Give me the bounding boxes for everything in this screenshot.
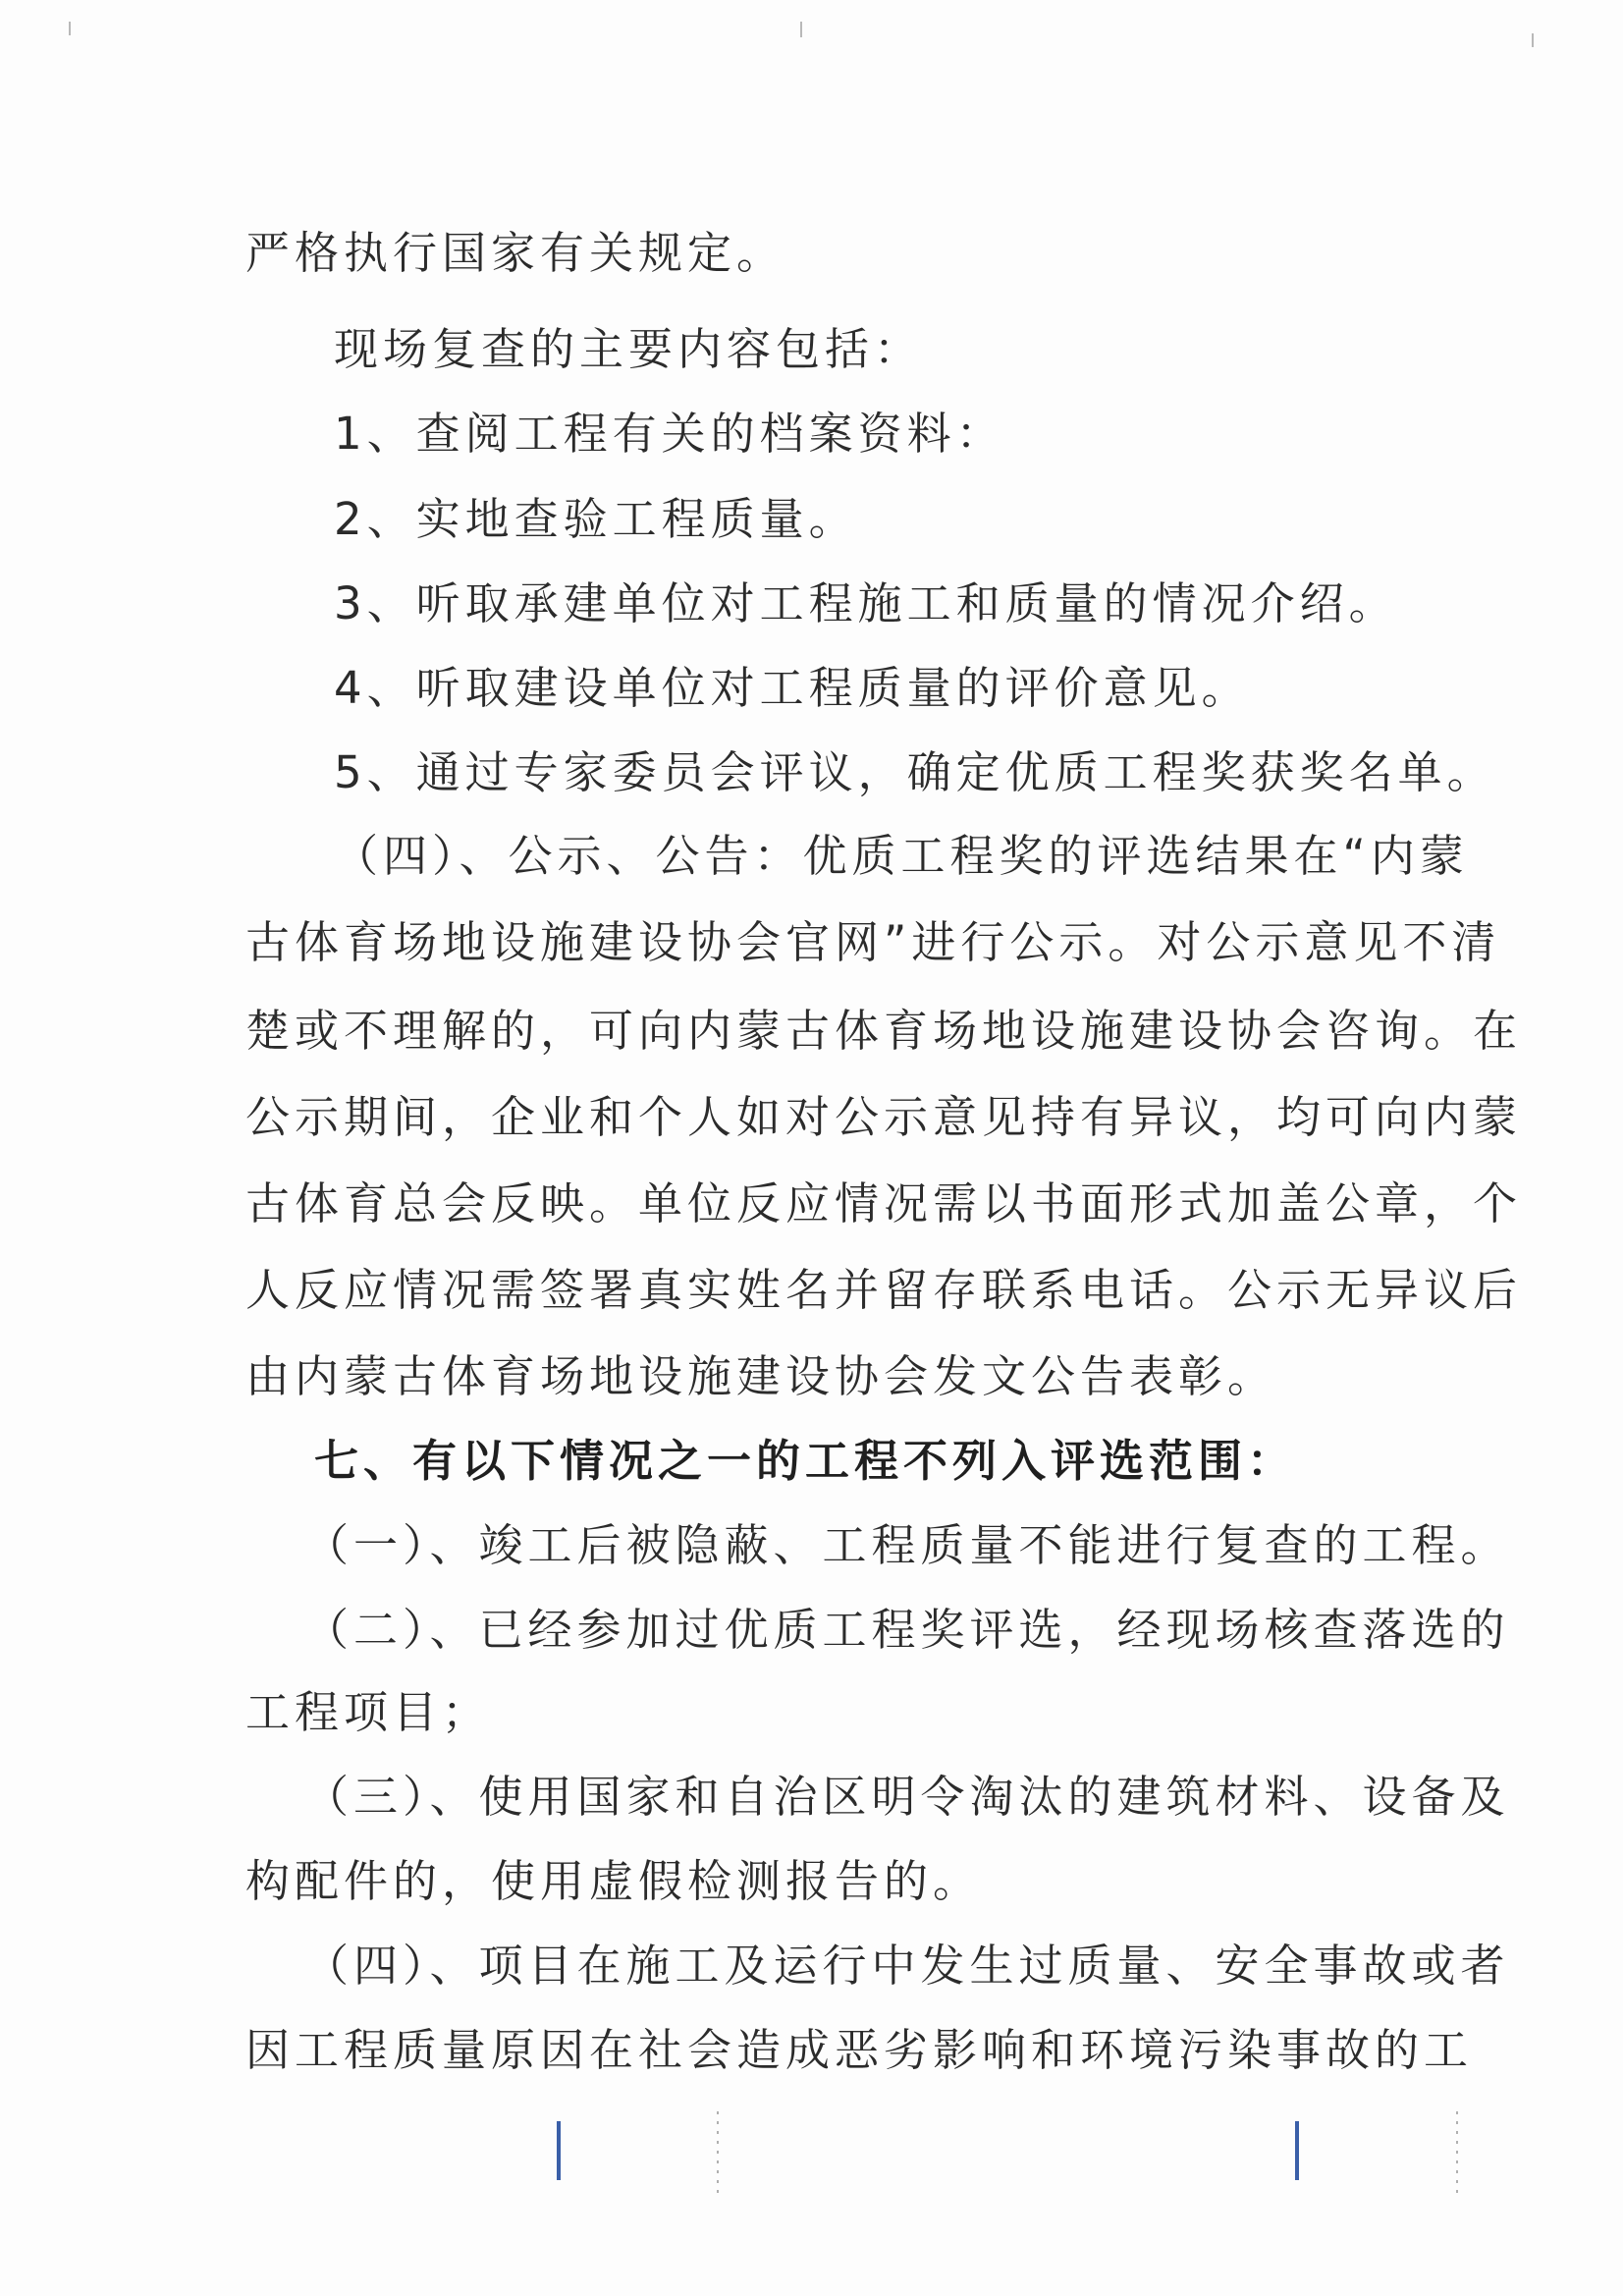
text-line-10: 楚或不理解的，可向内蒙古体育场地设施建设协会咨询。在 xyxy=(245,1005,1523,1057)
text-line-12: 古体育总会反映。单位反应情况需以书面形式加盖公章，个 xyxy=(245,1177,1523,1230)
text-line-20: 构配件的，使用虚假检测报告的。 xyxy=(245,1855,983,1907)
binding-mark-right xyxy=(1295,2121,1299,2180)
text-line-2: 现场复查的主要内容包括： xyxy=(334,323,924,375)
scan-dots-left xyxy=(717,2111,719,2200)
text-line-7: 5、通过专家委员会评议，确定优质工程奖获奖名单。 xyxy=(334,746,1496,798)
text-line-5: 3、听取承建单位对工程施工和质量的情况介绍。 xyxy=(334,577,1398,629)
scan-dots-right xyxy=(1456,2111,1458,2200)
text-line-8: （四）、公示、公告：优质工程奖的评选结果在“内蒙 xyxy=(334,830,1469,882)
section-heading-seven: 七、有以下情况之一的工程不列入评选范围： xyxy=(314,1435,1297,1487)
binding-mark-left xyxy=(557,2121,561,2180)
text-line-21: （四）、项目在施工及运行中发生过质量、安全事故或者 xyxy=(304,1940,1510,1992)
text-line-1: 严格执行国家有关规定。 xyxy=(245,227,786,279)
text-line-18: 工程项目； xyxy=(245,1686,492,1738)
text-line-22: 因工程质量原因在社会造成恶劣影响和环境污染事故的工 xyxy=(245,2024,1474,2076)
text-line-14: 由内蒙古体育场地设施建设协会发文公告表彰。 xyxy=(245,1350,1277,1402)
text-line-3: 1、查阅工程有关的档案资料： xyxy=(334,408,1005,460)
text-line-11: 公示期间，企业和个人如对公示意见持有异议，均可向内蒙 xyxy=(245,1091,1523,1143)
scan-mark-top-right xyxy=(1532,33,1534,47)
text-line-16: （一）、竣工后被隐蔽、工程质量不能进行复查的工程。 xyxy=(304,1519,1510,1571)
text-line-17: （二）、已经参加过优质工程奖评选，经现场核查落选的 xyxy=(304,1604,1510,1656)
scan-mark-top-left xyxy=(69,22,71,35)
scan-mark-top-center xyxy=(800,22,802,37)
text-line-19: （三）、使用国家和自治区明令淘汰的建筑材料、设备及 xyxy=(304,1771,1510,1823)
text-line-9: 古体育场地设施建设协会官网”进行公示。对公示意见不清 xyxy=(245,916,1501,968)
text-line-13: 人反应情况需签署真实姓名并留存联系电话。公示无异议后 xyxy=(245,1264,1523,1316)
text-line-6: 4、听取建设单位对工程质量的评价意见。 xyxy=(334,662,1251,714)
text-line-4: 2、实地查验工程质量。 xyxy=(334,493,858,545)
